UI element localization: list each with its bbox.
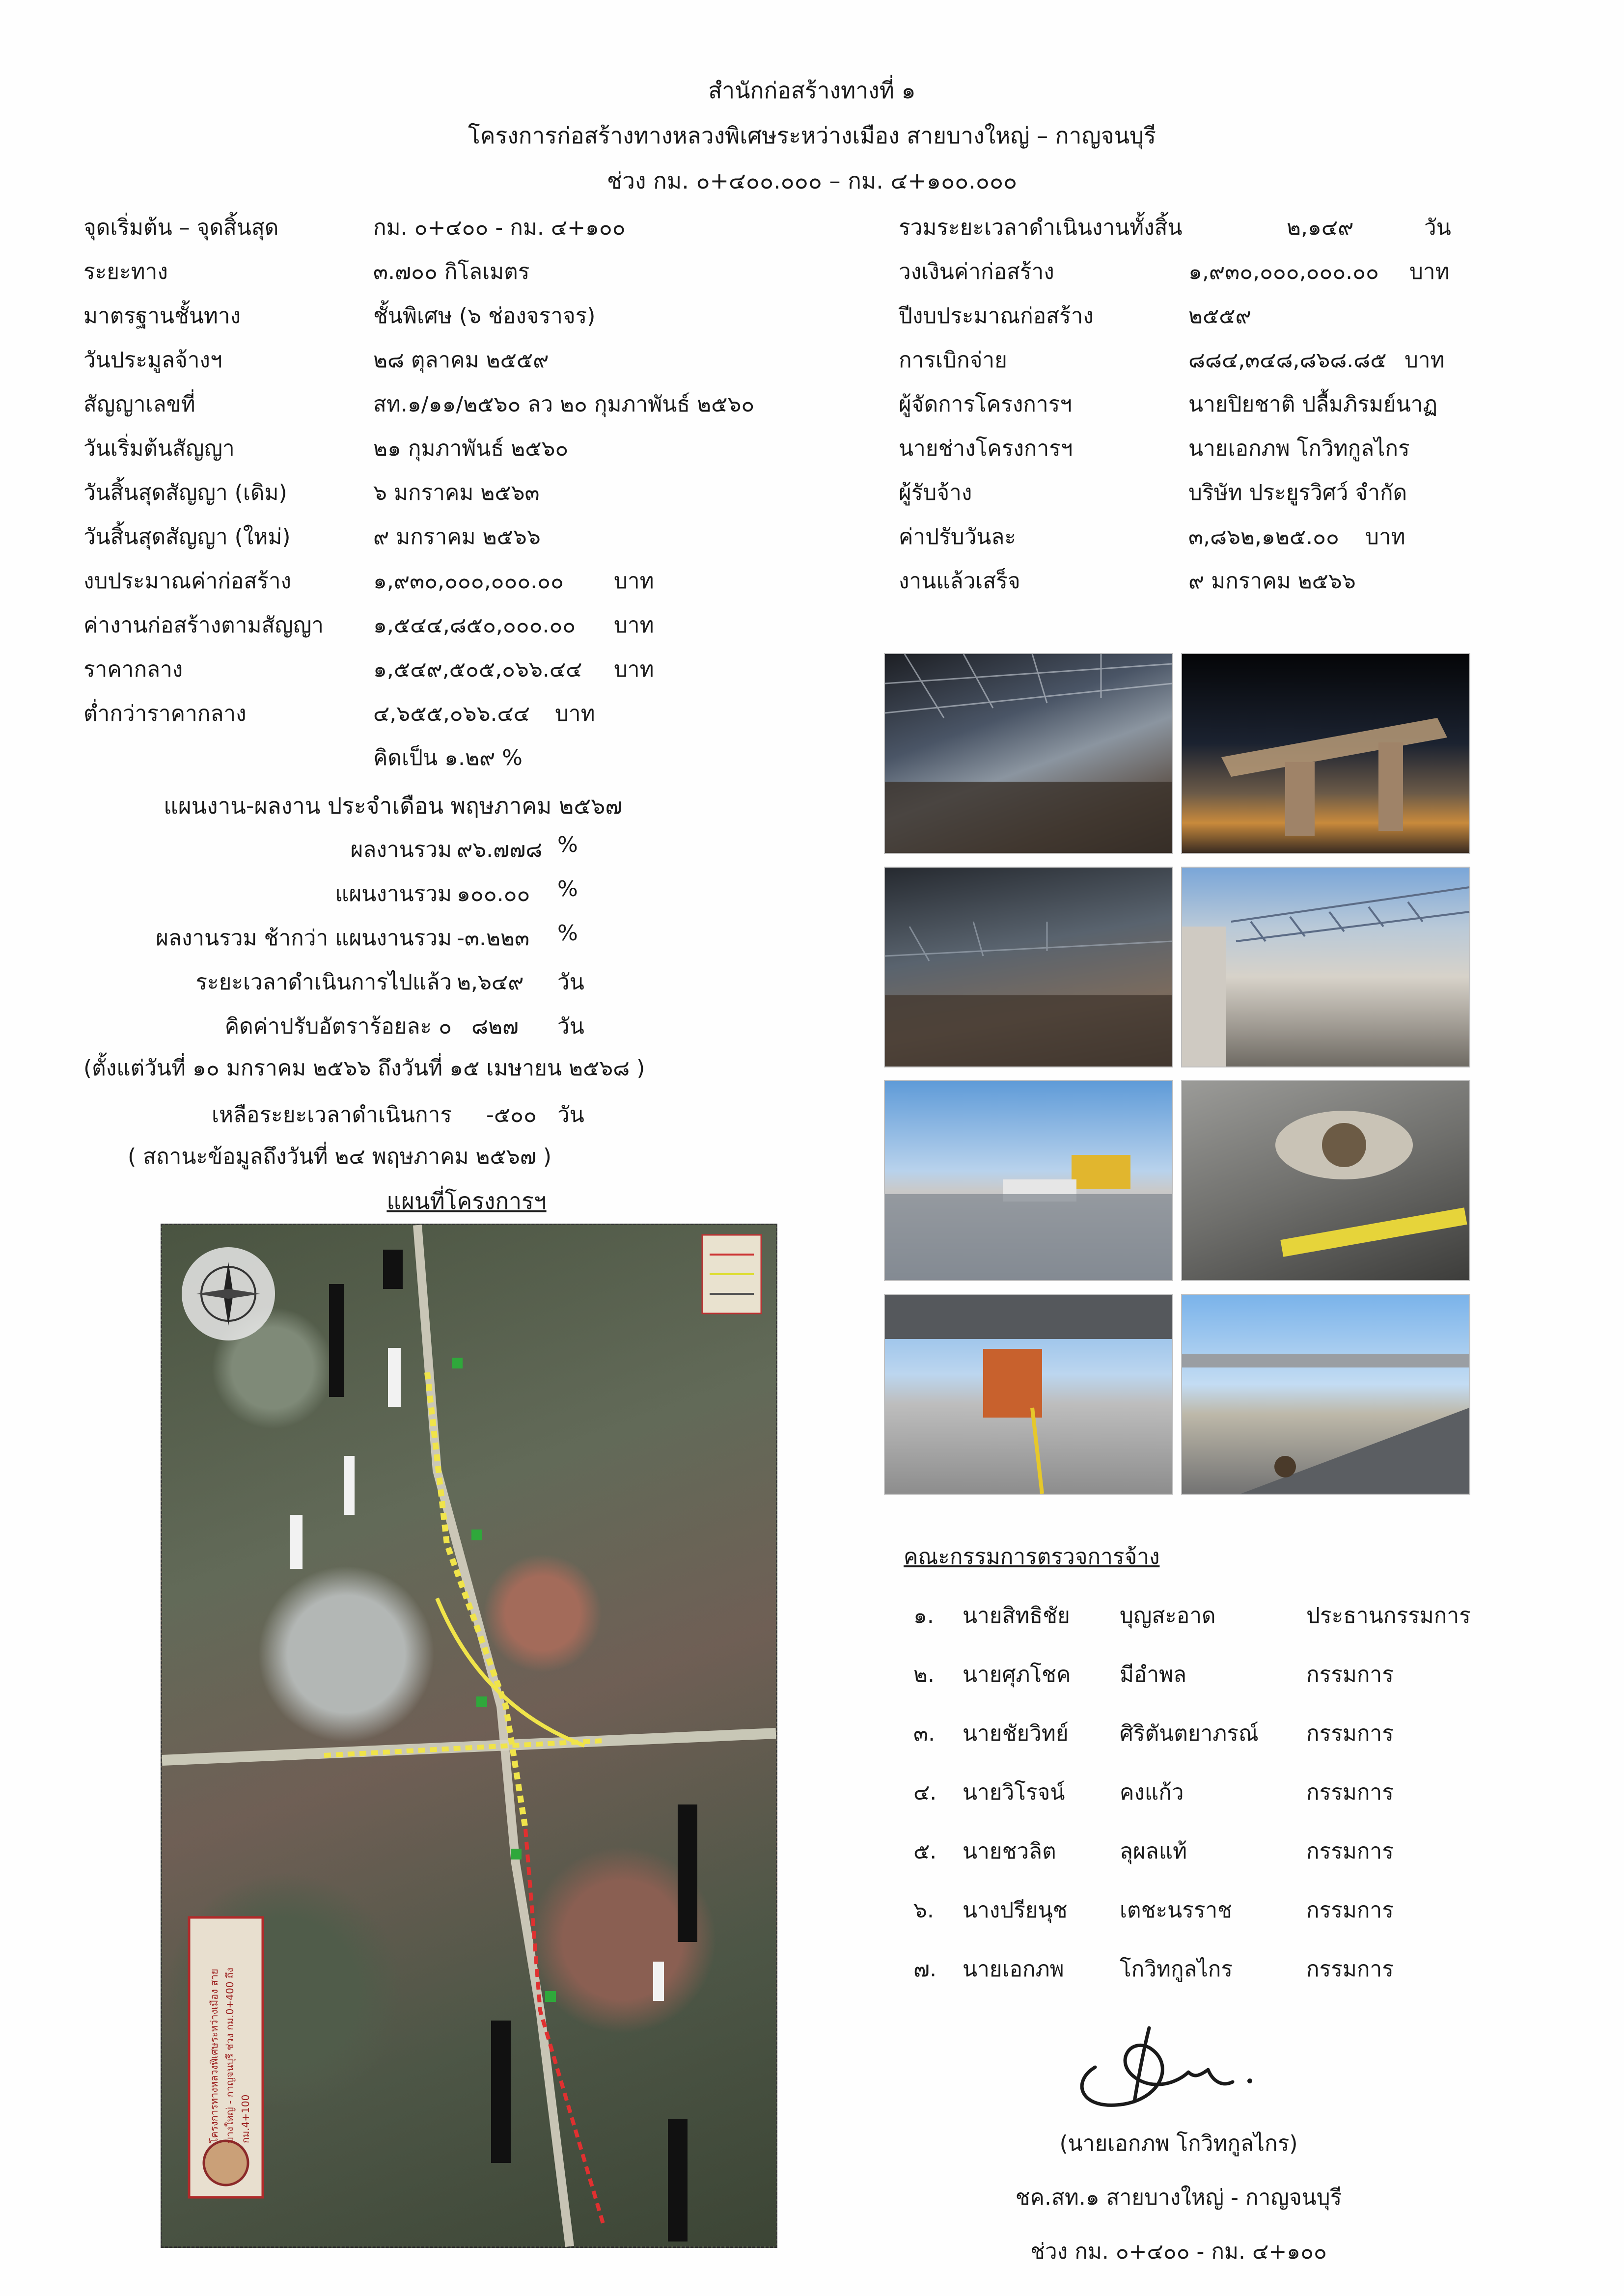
member-last-name: บุญสะอาด (1120, 1603, 1216, 1628)
right-info-value: บริษัท ประยูรวิศว์ จำกัด (1188, 480, 1407, 505)
left-info-label: จุดเริ่มต้น – จุดสิ้นสุด (83, 215, 279, 240)
left-info-label: สัญญาเลขที่ (83, 392, 195, 417)
member-number: ๖. (913, 1898, 934, 1923)
left-info-unit: บาท (555, 701, 595, 726)
member-number: ๗. (913, 1957, 937, 1982)
project-map (161, 1224, 777, 2248)
left-info-value: ๒๑ กุมภาพันธ์ ๒๕๖๐ (373, 436, 569, 461)
member-number: ๔. (913, 1780, 937, 1805)
left-info-value: ๙ มกราคม ๒๕๖๖ (373, 524, 541, 549)
right-info-value: ๑,๙๓๐,๐๐๐,๐๐๐.๐๐ (1188, 259, 1379, 284)
progress-title: แผนงาน-ผลงาน ประจำเดือน พฤษภาคม ๒๕๖๗ (164, 793, 622, 819)
right-info-label: ผู้จัดการโครงการฯ (899, 392, 1072, 417)
right-info-label: นายช่างโครงการฯ (899, 436, 1073, 461)
left-info-value: ๑,๕๔๙,๕๐๕,๐๖๖.๔๔ (373, 657, 582, 682)
left-info-value: ๔,๖๕๕,๐๖๖.๔๔ (373, 701, 530, 726)
progress-value: ๑๐๐.๐๐ (457, 881, 530, 906)
signatory-section: ช่วง กม. ๐+๔๐๐ - กม. ๔+๑๐๐ (1030, 2239, 1327, 2264)
right-info-value: ๘๘๔,๓๔๘,๘๖๘.๘๕ (1188, 348, 1387, 373)
progress-label: คิดค่าปรับอัตราร้อยละ ๐ (224, 1014, 452, 1039)
right-info-label: การเบิกจ่าย (899, 348, 1007, 373)
site-photo (1181, 1080, 1470, 1281)
progress-unit: % (557, 832, 578, 857)
left-info-label: ราคากลาง (83, 657, 183, 682)
right-info-unit: บาท (1365, 524, 1405, 549)
left-info-unit: บาท (614, 613, 654, 638)
member-role: กรรมการ (1306, 1721, 1394, 1746)
left-info-label: วันเริ่มต้นสัญญา (83, 436, 235, 461)
left-info-value: กม. ๐+๔๐๐ - กม. ๔+๑๐๐ (373, 215, 626, 240)
progress-value: ๒,๖๔๙ (457, 970, 524, 995)
progress-value: ๙๖.๗๗๘ (457, 837, 543, 862)
right-info-unit: บาท (1409, 259, 1450, 284)
left-info-value: ๑,๕๔๔,๘๕๐,๐๐๐.๐๐ (373, 613, 576, 638)
member-last-name: มีอำพล (1120, 1662, 1187, 1687)
status-note: ( สถานะข้อมูลถึงวันที่ ๒๔ พฤษภาคม ๒๕๖๗ ) (128, 1144, 551, 1169)
site-photo (1181, 867, 1470, 1067)
left-info-value: ๑,๙๓๐,๐๐๐,๐๐๐.๐๐ (373, 569, 564, 594)
left-info-label: วันสิ้นสุดสัญญา (ใหม่) (83, 524, 291, 549)
left-info-label: มาตรฐานชั้นทาง (83, 303, 241, 328)
member-role: ประธานกรรมการ (1306, 1603, 1471, 1628)
site-photo (884, 653, 1173, 854)
member-first-name: นายวิโรจน์ (963, 1780, 1065, 1805)
remaining-label: เหลือระยะเวลาดำเนินการ (212, 1102, 452, 1127)
member-last-name: เตชะนรราช (1120, 1898, 1233, 1923)
left-info-label: งบประมาณค่าก่อสร้าง (83, 569, 292, 594)
member-role: กรรมการ (1306, 1898, 1394, 1923)
signatory-position: ชค.สท.๑ สายบางใหญ่ - กาญจนบุรี (1015, 2185, 1342, 2210)
right-info-label: วงเงินค่าก่อสร้าง (899, 259, 1054, 284)
progress-label: แผนงานรวม (335, 881, 452, 906)
right-info-label: รวมระยะเวลาดำเนินงานทั้งสิ้น (899, 215, 1183, 240)
member-role: กรรมการ (1306, 1957, 1394, 1982)
compass-icon (182, 1247, 275, 1340)
right-info-value: ๓,๘๖๒,๑๒๕.๐๐ (1188, 524, 1339, 549)
left-info-label: ต่ำกว่าราคากลาง (83, 701, 247, 726)
remaining-value: -๕๐๐ (486, 1102, 537, 1127)
member-last-name: คงแก้ว (1120, 1780, 1184, 1805)
remaining-unit: วัน (557, 1102, 584, 1127)
right-info-label: ค่าปรับวันละ (899, 524, 1017, 549)
member-role: กรรมการ (1306, 1662, 1394, 1687)
progress-unit: วัน (557, 1014, 584, 1039)
progress-label: ผลงานรวม (350, 837, 452, 862)
right-info-label: ผู้รับจ้าง (899, 480, 972, 505)
member-last-name: โกวิทกูลไกร (1120, 1957, 1233, 1982)
signatory-name: (นายเอกภพ โกวิทกูลไกร) (1059, 2131, 1298, 2156)
site-photo (884, 867, 1173, 1067)
progress-unit: % (557, 921, 578, 946)
progress-value: ๘๒๗ (471, 1014, 519, 1039)
progress-label: ระยะเวลาดำเนินการไปแล้ว (195, 970, 452, 995)
left-info-label: ระยะทาง (83, 259, 168, 284)
office-title: สำนักก่อสร้างทางที่ ๑ (708, 77, 916, 104)
right-info-value: ๙ มกราคม ๒๕๖๖ (1188, 569, 1356, 594)
map-overlay (162, 1225, 776, 2246)
right-info-value: นายเอกภพ โกวิทกูลไกร (1188, 436, 1410, 461)
member-number: ๑. (913, 1603, 934, 1628)
member-first-name: นายชวลิต (963, 1839, 1056, 1864)
right-info-unit: บาท (1404, 348, 1445, 373)
site-photo (1181, 653, 1470, 854)
member-first-name: นายชัยวิทย์ (963, 1721, 1069, 1746)
project-section: ช่วง กม. ๐+๔๐๐.๐๐๐ – กม. ๔+๑๐๐.๐๐๐ (606, 167, 1018, 194)
map-project-label: โครงการทางหลวงพิเศษระหว่างเมือง สายบางใหญ่ - กาญจนบุรี ช่วง กม.0+400 ถึง กม.4+100 (208, 1968, 251, 2143)
member-first-name: นายเอกภพ (963, 1957, 1064, 1982)
left-info-label: วันสิ้นสุดสัญญา (เดิม) (83, 480, 287, 505)
left-info-label: วันประมูลจ้างฯ (83, 348, 222, 373)
site-photo (884, 1294, 1173, 1495)
right-info-value: ๒,๑๔๙ (1287, 215, 1354, 240)
left-info-unit: บาท (614, 657, 654, 682)
right-info-unit: วัน (1424, 215, 1451, 240)
left-info-value: สท.๑/๑๑/๒๕๖๐ ลว ๒๐ กุมภาพันธ์ ๒๕๖๐ (373, 392, 755, 417)
right-info-value: นายปิยชาติ ปลื้มภิรมย์นาฏ (1188, 392, 1438, 417)
member-first-name: นายศุภโชค (963, 1662, 1071, 1687)
progress-label: ผลงานรวม ช้ากว่า แผนงานรวม (156, 926, 452, 951)
project-title: โครงการก่อสร้างทางหลวงพิเศษระหว่างเมือง สายบางใหญ่ – กาญจนบุรี (468, 122, 1156, 149)
member-first-name: นางปรียนุช (963, 1898, 1068, 1923)
percent-note: คิดเป็น ๑.๒๙ % (373, 745, 523, 770)
member-number: ๒. (913, 1662, 935, 1687)
progress-value: -๓.๒๒๓ (457, 926, 530, 951)
member-role: กรรมการ (1306, 1839, 1394, 1864)
right-info-label: งานแล้วเสร็จ (899, 569, 1020, 594)
member-last-name: ลุผลแท้ (1120, 1839, 1187, 1864)
member-role: กรรมการ (1306, 1780, 1394, 1805)
site-photo (884, 1080, 1173, 1281)
left-info-value: ๖ มกราคม ๒๕๖๓ (373, 480, 540, 505)
member-first-name: นายสิทธิชัย (963, 1603, 1070, 1628)
left-info-value: ๒๘ ตุลาคม ๒๕๕๙ (373, 348, 549, 373)
signature-mark (1061, 2008, 1267, 2116)
period-note: (ตั้งแต่วันที่ ๑๐ มกราคม ๒๕๖๖ ถึงวันที่ ๑๕ เมษายน ๒๕๖๘ ) (83, 1056, 645, 1081)
progress-unit: วัน (557, 970, 584, 995)
left-info-unit: บาท (614, 569, 654, 594)
site-photo (1181, 1294, 1470, 1495)
member-number: ๕. (913, 1839, 937, 1864)
left-info-value: ๓.๗๐๐ กิโลเมตร (373, 259, 530, 284)
right-info-value: ๒๕๕๙ (1188, 303, 1251, 328)
progress-unit: % (557, 876, 578, 902)
member-last-name: ศิริตันตยาภรณ์ (1120, 1721, 1259, 1746)
map-title: แผนที่โครงการฯ (386, 1188, 547, 1214)
left-info-value: ชั้นพิเศษ (๖ ช่องจราจร) (373, 303, 596, 328)
left-info-label: ค่างานก่อสร้างตามสัญญา (83, 613, 324, 638)
committee-title: คณะกรรมการตรวจการจ้าง (904, 1544, 1160, 1569)
member-number: ๓. (913, 1721, 936, 1746)
right-info-label: ปีงบประมาณก่อสร้าง (899, 303, 1094, 328)
